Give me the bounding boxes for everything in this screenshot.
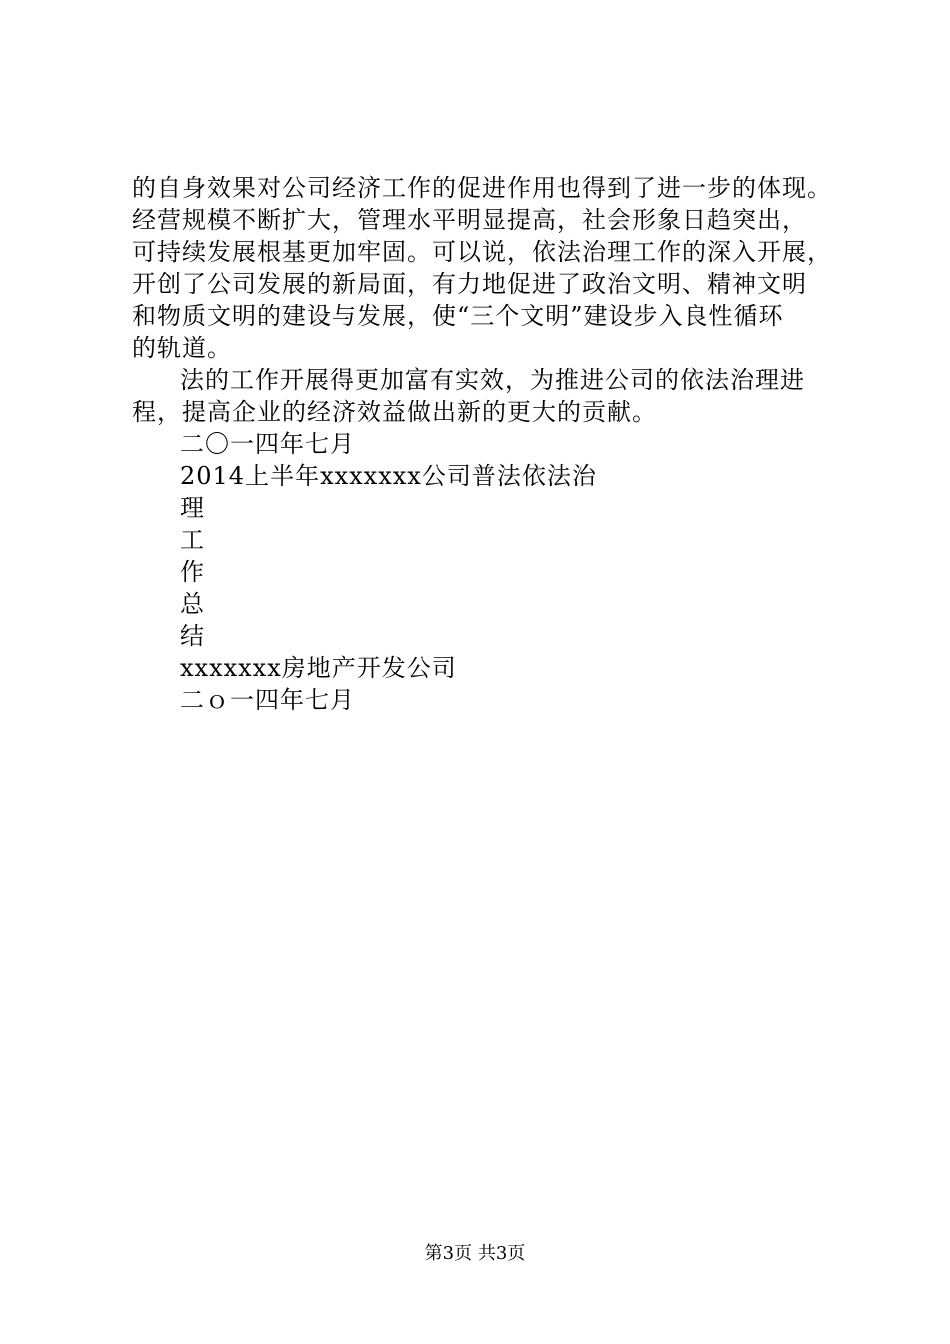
paragraph-line: 可持续发展根基更加牢固。可以说，依法治理工作的深入开展， xyxy=(132,238,832,266)
paragraph-line: 和物质文明的建设与发展，使“三个文明”建设步入良性循环 xyxy=(132,302,784,330)
title-char: 作 xyxy=(180,558,205,586)
document-body xyxy=(132,172,832,716)
paragraph-line: 开创了公司发展的新局面，有力地促进了政治文明、精神文明 xyxy=(132,270,807,298)
title-char: 总 xyxy=(180,590,205,618)
paragraph-2 xyxy=(132,364,832,428)
title-char: 工 xyxy=(180,526,205,554)
paragraph-line: 法的工作开展得更加富有实效，为推进公司的依法治理进 xyxy=(180,366,805,394)
title-char: 理 xyxy=(180,494,205,522)
paragraph-1 xyxy=(132,172,832,364)
paragraph-line: 的自身效果对公司经济工作的促进作用也得到了进一步的体现。 xyxy=(132,174,832,202)
paragraph-line: 程，提高企业的经济效益做出新的更大的贡献。 xyxy=(132,398,657,426)
company-name: xxxxxxx房地产开发公司 xyxy=(180,654,457,682)
page-footer xyxy=(0,1242,950,1266)
date-line: 二〇一四年七月 xyxy=(180,430,355,458)
paragraph-line: 的轨道。 xyxy=(132,334,232,362)
title-char: 结 xyxy=(180,622,205,650)
title-line: 2014上半年xxxxxxx公司普法依法治 xyxy=(180,462,597,490)
page-number: 第3页 共3页 xyxy=(424,1243,526,1264)
paragraph-line: 经营规模不断扩大，管理水平明显提高，社会形象日趋突出， xyxy=(132,206,807,234)
date-line: 二ｏ一四年七月 xyxy=(180,686,355,714)
